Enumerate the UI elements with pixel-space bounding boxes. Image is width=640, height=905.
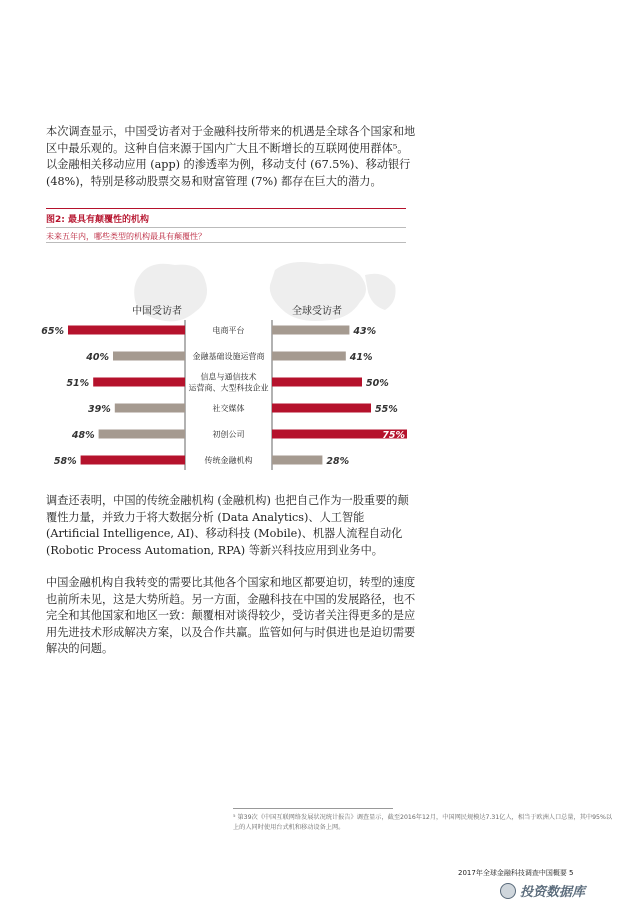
transformation-paragraph: 中国金融机构自我转变的需要比其他各个国家和地区都要迫切，转型的速度也前所未见，这是大势所趋。另一方面，金融科技在中国的发展路径，也不完全和其他国家和地区一致：颠覆相对谈得较少，受访者关注得更多的是应用先进技术形成解决方案，以及合作共赢。监管如何与时俱进也是迫切需要解决的问题。 xyxy=(46,576,416,655)
page-footer: 2017年全球金融科技调查中国概要 5 xyxy=(458,869,574,877)
global-value-label: 41% xyxy=(349,352,373,363)
global-bar xyxy=(272,326,349,335)
china-bar xyxy=(113,352,185,361)
china-bar xyxy=(99,430,185,439)
figure-top-rule xyxy=(46,208,406,209)
butterfly-bar-chart xyxy=(0,240,640,480)
series-label-china: 中国受访者 xyxy=(132,306,182,317)
series-label-global: 全球受访者 xyxy=(292,306,342,317)
global-bar xyxy=(272,378,362,387)
wechat-icon xyxy=(500,883,516,899)
global-value-label: 75% xyxy=(382,430,405,441)
footnote: ⁵ 第39次《中国互联网络发展状况统计报告》调查显示，截至2016年12月，中国网民规模达7.31亿人，相当于欧洲人口总量，其中95%以上的人同时使用台式机和移动设备上网。 xyxy=(233,814,613,831)
global-bar xyxy=(272,456,322,465)
global-value-label: 50% xyxy=(366,378,389,389)
figure-subtitle: 未来五年内，哪些类型的机构最具有颠覆性？ xyxy=(46,232,206,241)
category-label: 运营商、大型科技企业 xyxy=(188,383,269,393)
global-bar xyxy=(272,352,346,361)
watermark xyxy=(500,881,585,900)
figure-divider xyxy=(46,227,406,228)
findings-paragraph: 调查还表明，中国的传统金融机构 (金融机构) 也把自己作为一股重要的颠覆性力量，并致力于将大数据分析 (Data Analytics)、人工智能 (Artificial Intelligence, AI)、移动科技 (Mobile)、机器人流程自动化 (Robotic Process Automation, RPA) 等新兴科技应用到业务中。 xyxy=(46,494,409,557)
category-label: 社交媒体 xyxy=(212,404,245,413)
china-value-label: 65% xyxy=(41,326,64,337)
category-label: 金融基础设施运营商 xyxy=(192,352,265,361)
china-value-label: 51% xyxy=(66,378,90,389)
category-label: 电商平台 xyxy=(212,326,245,335)
global-value-label: 55% xyxy=(375,404,398,415)
category-label: 传统金融机构 xyxy=(204,456,253,465)
china-value-label: 48% xyxy=(71,430,95,441)
china-bar xyxy=(68,326,185,335)
china-value-label: 58% xyxy=(53,456,77,467)
intro-paragraph: 本次调查显示，中国受访者对于金融科技所带来的机遇是全球各个国家和地区中最乐观的。这种自信来源于国内广大且不断增长的互联网使用群体⁵。以金融相关移动应用 (app) 的渗透率为例，移动支付 (67.5%)、移动银行 (48%)，特别是移动股票交易和财富管理 (7%) 都存在巨大的潜力。 xyxy=(46,125,416,188)
china-bar xyxy=(115,404,185,413)
category-label: 初创公司 xyxy=(212,430,245,439)
china-value-label: 39% xyxy=(88,404,111,415)
china-bar xyxy=(81,456,185,465)
china-value-label: 40% xyxy=(86,352,109,363)
footnote-rule xyxy=(233,808,393,809)
category-label: 信息与通信技术 xyxy=(200,372,257,382)
global-bar xyxy=(272,404,371,413)
china-bar xyxy=(93,378,185,387)
global-value-label: 28% xyxy=(326,456,350,467)
global-value-label: 43% xyxy=(353,326,377,337)
watermark-text: 投资数据库 xyxy=(520,885,586,900)
world-map-shape xyxy=(365,274,396,310)
figure-title: 图2: 最具有颠覆性的机构 xyxy=(46,215,149,225)
